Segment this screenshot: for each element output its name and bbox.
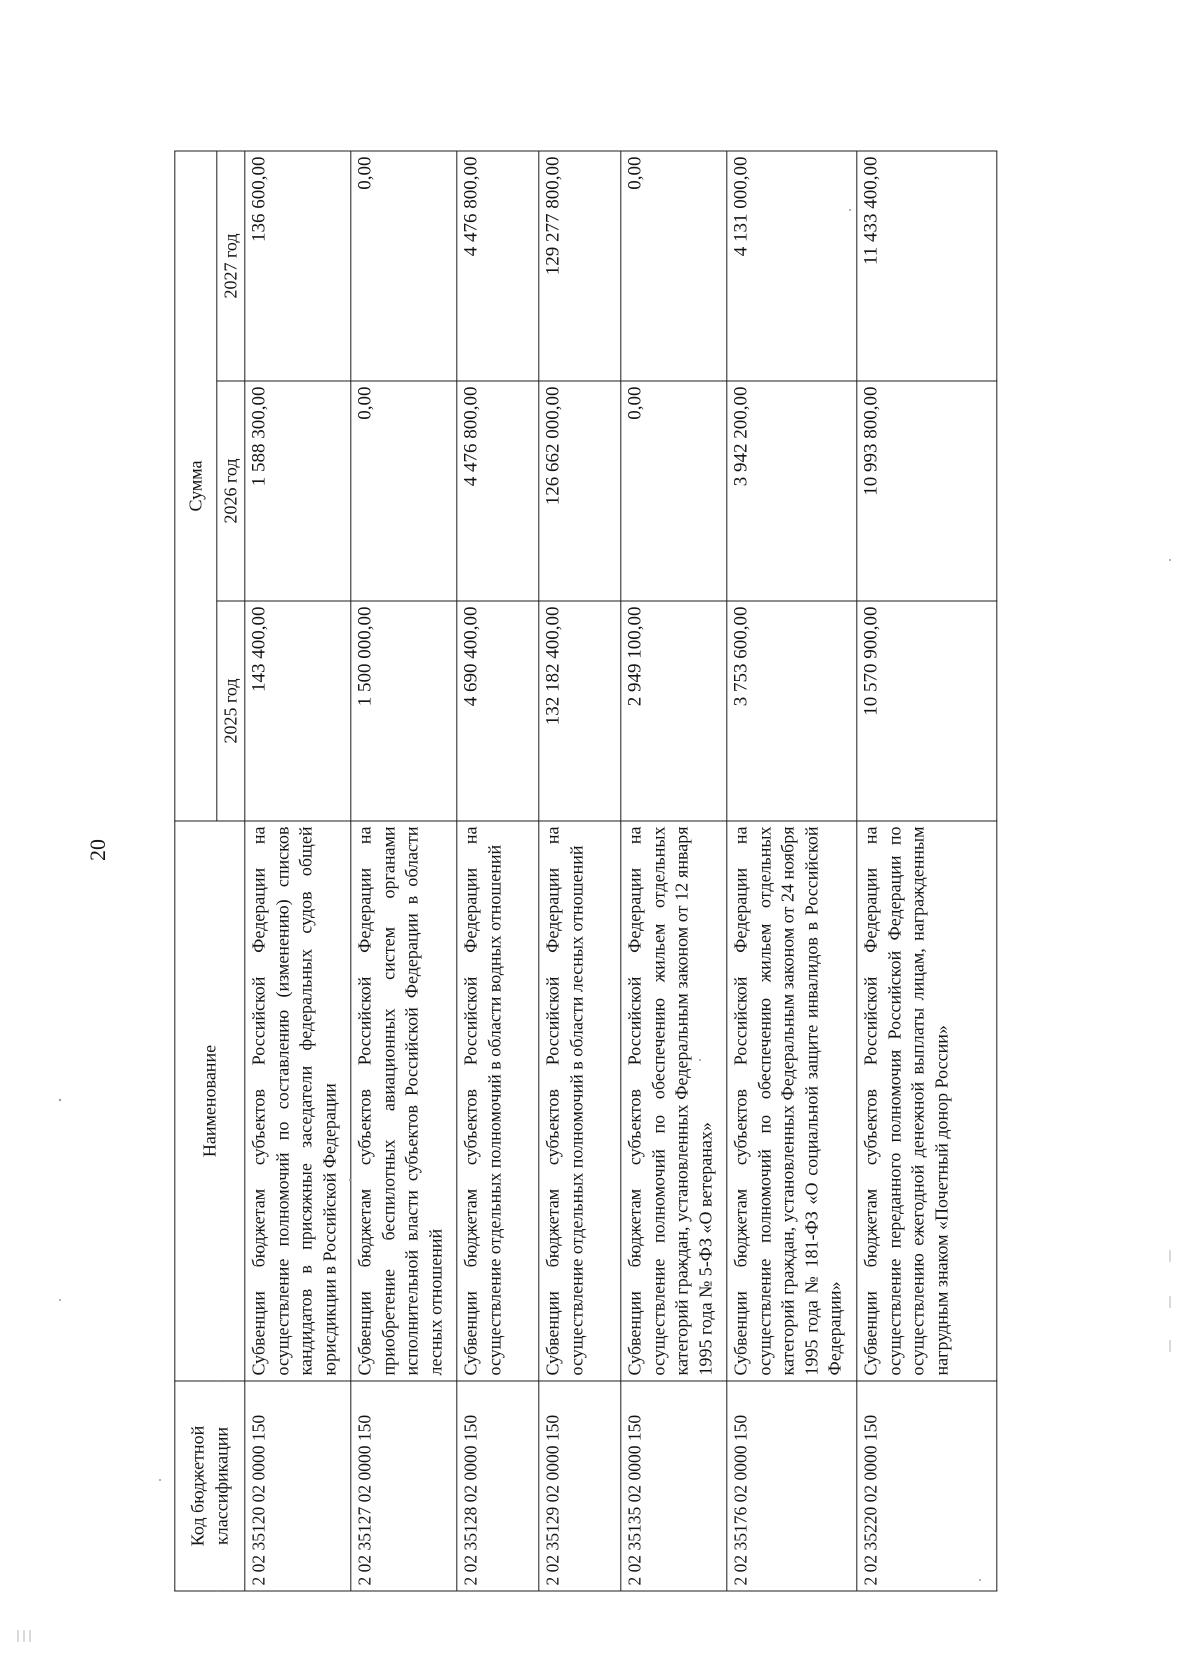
row-name: Субвенции бюджетам субъектов Российской Федерации на осуществление полномочий по составлению (изменению) списков кандидатов в присяжные заседатели федеральных судов общей юрисдикции в Российской Федерации [245,821,351,1381]
table-row [621,151,727,1591]
table-row [857,151,997,1591]
row-code: 2 02 35176 02 0000 150 [727,1381,857,1591]
row-name: Субвенции бюджетам субъектов Российской Федерации на осуществление переданного полномочия Российской Федерации по осуществлению ежегодной денежной выплаты лицам, награжденным нагрудным знаком «Почетный донор России» [857,821,997,1381]
table-row [539,151,621,1591]
table-row [457,151,539,1591]
row-code: 2 02 35127 02 0000 150 [351,1381,457,1591]
amount-2025: 132 182 400,00 [539,601,621,821]
amount-2026: 0,00 [351,381,457,601]
amount-2027: 4 131 000,00 [727,151,857,381]
amount-2027: 0,00 [351,151,457,381]
row-name: Субвенции бюджетам субъектов Российской Федерации на приобретение беспилотных авиационных систем органами исполнительной власти субъектов Российской Федерации в области лесных отношений [351,821,457,1381]
header-code: Код бюджетной классификации [175,1381,245,1591]
amount-2025: 3 753 600,00 [727,601,857,821]
amount-2027: 11 433 400,00 [857,151,997,381]
amount-2025: 143 400,00 [245,601,351,821]
amount-2025: 2 949 100,00 [621,601,727,821]
row-code: 2 02 35129 02 0000 150 [539,1381,621,1591]
amount-2025: 10 570 900,00 [857,601,997,821]
row-name: Субвенции бюджетам субъектов Российской Федерации на осуществление полномочий по обеспечению жильем отдельных категорий граждан, установленных Федеральным законом от 24 ноября 1995 года № 181-ФЗ «О социальной защите инвалидов в Российской Федерации» [727,821,857,1381]
header-name: Наименование [175,821,245,1381]
amount-2026: 3 942 200,00 [727,381,857,601]
header-year-2026: 2026 год [217,381,245,601]
table-row [351,151,457,1591]
page-number: 20 [85,839,110,861]
header-sum: Сумма [175,151,217,821]
amount-2027: 136 600,00 [245,151,351,381]
amount-2027: 129 277 800,00 [539,151,621,381]
row-code: 2 02 35128 02 0000 150 [457,1381,539,1591]
row-code: 2 02 35135 02 0000 150 [621,1381,727,1591]
header-year-2025: 2025 год [217,601,245,821]
table-row [245,151,351,1591]
header-year-2027: 2027 год [217,151,245,381]
table-header-row [175,151,217,1591]
budget-table [174,151,997,1592]
row-code: 2 02 35220 02 0000 150 [857,1381,997,1591]
row-name: Субвенции бюджетам субъектов Российской Федерации на осуществление отдельных полномочий в области лесных отношений [539,821,621,1381]
amount-2027: 0,00 [621,151,727,381]
amount-2026: 10 993 800,00 [857,381,997,601]
amount-2027: 4 476 800,00 [457,151,539,381]
amount-2026: 126 662 000,00 [539,381,621,601]
table-row [727,151,857,1591]
amount-2026: 1 588 300,00 [245,381,351,601]
amount-2025: 1 500 000,00 [351,601,457,821]
amount-2025: 4 690 400,00 [457,601,539,821]
row-name: Субвенции бюджетам субъектов Российской Федерации на осуществление отдельных полномочий в области водных отношений [457,821,539,1381]
row-name: Субвенции бюджетам субъектов Российской Федерации на осуществление полномочий по обеспечению жильем отдельных категорий граждан, установленных Федеральным законом от 12 января 1995 года № 5-ФЗ «О ветеранах» [621,821,727,1381]
amount-2026: 0,00 [621,381,727,601]
row-code: 2 02 35120 02 0000 150 [245,1381,351,1591]
amount-2026: 4 476 800,00 [457,381,539,601]
